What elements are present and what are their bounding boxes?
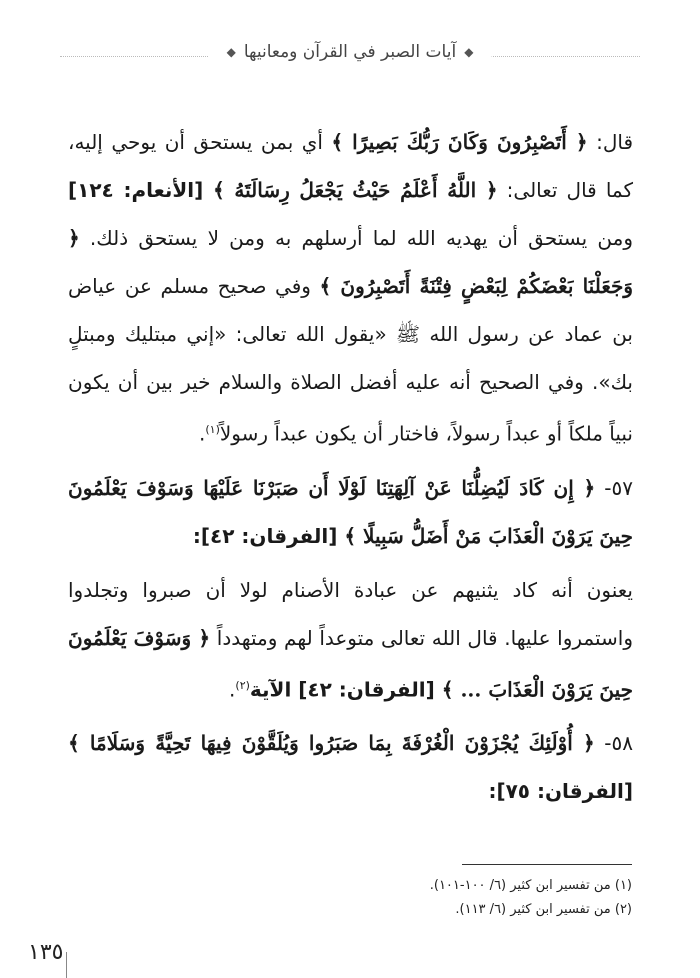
footnote-rule (462, 864, 632, 865)
verse-reference: [الأنعام: ١٢٤] (68, 178, 213, 202)
header-title-box (209, 42, 492, 62)
page-number: ١٣٥ (28, 940, 64, 965)
header-title: آيات الصبر في القرآن ومعانيها (243, 42, 457, 62)
quran-verse: ﴿ أُوْلَئِكَ يُجْزَوْنَ الْغُرْفَةَ بِمَا صَبَرُوا وَيُلَقَّوْنَ فِيهَا تَحِيَّةً وَسَلَامًا ﴾ (68, 731, 595, 756)
item-number: ٥٨- (594, 731, 633, 756)
text: قال: (587, 130, 634, 154)
text: يعنون أنه كاد يثنيهم عن عبادة الأصنام لولا أن صبروا وتجلدوا واستمروا عليها. قال الله تعالى متوعداً لهم ومتهدداً (68, 577, 633, 650)
running-header (60, 42, 640, 72)
text: ومن يستحق أن يهديه الله لما أرسلهم به ومن لا يستحق ذلك. (79, 226, 633, 250)
footnote-2: (٢) من تفسير ابن كثير (٦/ ١١٣). (455, 902, 632, 917)
paragraph-2 (68, 464, 633, 560)
quran-verse: ﴿ أَتَصْبِرُونَ وَكَانَ رَبُّكَ بَصِيرًا ﴾ (331, 130, 588, 154)
text: . (229, 677, 236, 702)
footnote-1: (١) من تفسير ابن كثير (٦/ ١٠٠-١٠١). (429, 878, 632, 893)
text: . (199, 421, 206, 446)
item-number: ٥٧- (595, 475, 633, 500)
page-body (68, 118, 633, 815)
paragraph-1 (68, 118, 633, 458)
text: وفي صحيح مسلم عن عياض بن عماد عن رسول الله ﷺ «يقول الله تعالى: «إني مبتليك ومبتلٍ بك». وفي الصحيح أنه عليه أفضل الصلاة والسلام خير بين أن يكون نبياً ملكاً أو عبداً رسولاً، فاختار أن يكون عبداً رسولاً (68, 274, 633, 446)
ornament-icon: ◆ (464, 45, 474, 59)
footnotes (67, 874, 632, 922)
footnote-marker: (٢) (235, 678, 250, 692)
quran-verse: ﴿ إِن كَادَ لَيُضِلُّنَا عَنْ آلِهَتِنَا لَوْلَا أَن صَبَرْنَا عَلَيْهَا وَسَوْفَ يَعْلَمُونَ حِينَ يَرَوْنَ الْعَذَابَ مَنْ أَضَلُّ سَبِيلًا ﴾ (68, 475, 633, 548)
paragraph-4 (68, 719, 633, 815)
text: أي بمن يستحق أن يوحي إليه، كما قال تعالى: (68, 130, 633, 202)
verse-reference: [الفرقان: ٤٢] الآية (249, 677, 442, 702)
verse-reference: [الفرقان: ٧٥]: (488, 779, 633, 804)
verse-reference: [الفرقان: ٤٢]: (192, 523, 345, 548)
quran-verse: ﴿ وَجَعَلْنَا بَعْضَكُمْ لِبَعْضٍ فِتْنَةً أَتَصْبِرُونَ ﴾ (68, 226, 633, 298)
ornament-icon: ◆ (226, 45, 236, 59)
quran-verse: ﴿ وَسَوْفَ يَعْلَمُونَ حِينَ يَرَوْنَ الْعَذَابَ ... ﴾ (68, 625, 633, 702)
paragraph-3 (68, 566, 633, 714)
page-number-rule (66, 952, 67, 978)
quran-verse: ﴿ اللَّهُ أَعْلَمُ حَيْثُ يَجْعَلُ رِسَالَتَهُ ﴾ (212, 178, 498, 202)
footnote-marker: (١) (205, 423, 220, 436)
